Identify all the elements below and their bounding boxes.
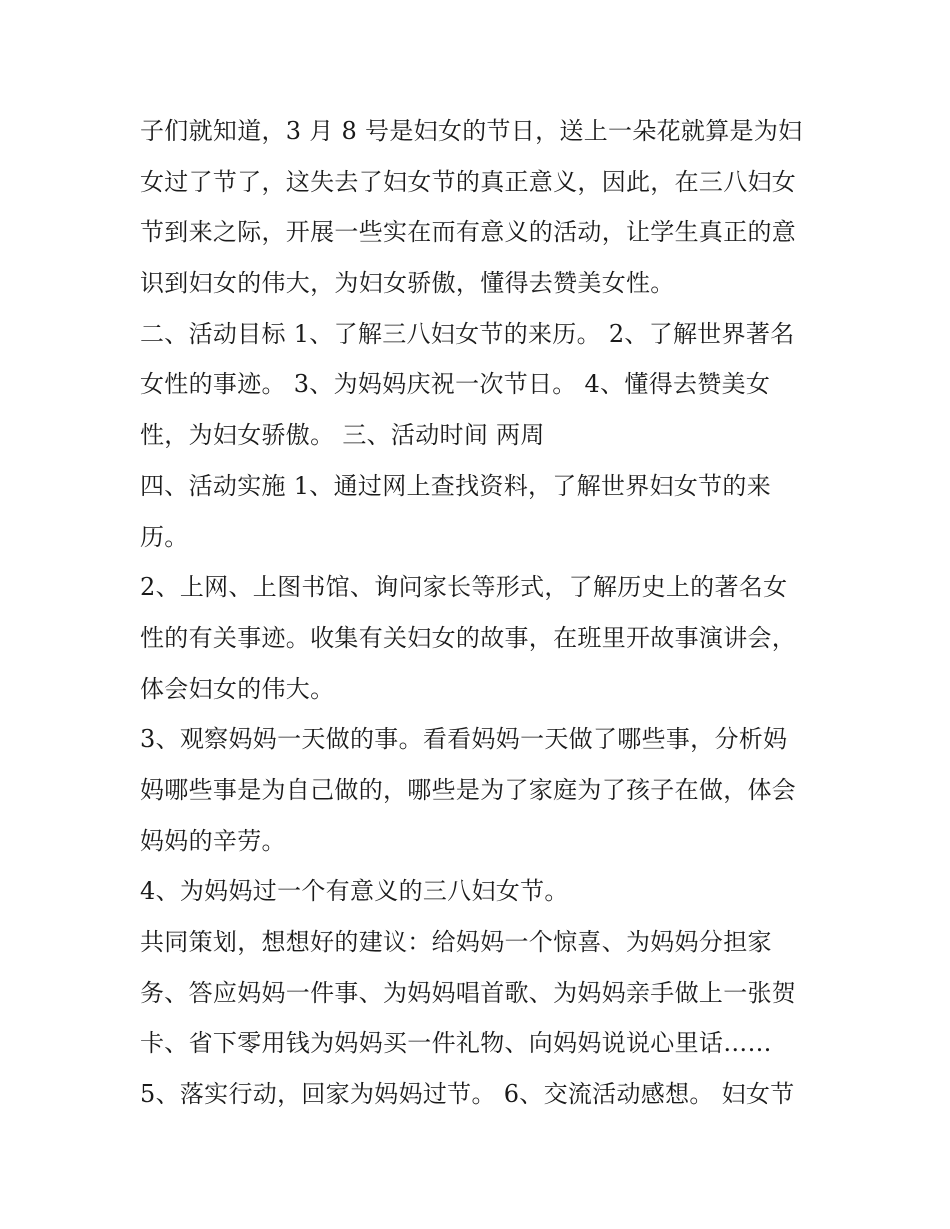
text-line: 性的有关事迹。收集有关妇女的故事，在班里开故事演讲会， (140, 623, 797, 652)
text-line: 2、上网、上图书馆、询问家长等形式，了解历史上的著名女 (140, 573, 788, 602)
text-line: 四、活动实施 1、通过网上查找资料，了解世界妇女节的来 (140, 471, 771, 500)
text-line: 性，为妇女骄傲。 三、活动时间 两周 (140, 421, 545, 450)
text-line: 共同策划，想想好的建议：给妈妈一个惊喜、为妈妈分担家 (140, 928, 772, 956)
text-line: 识到妇女的伟大，为妇女骄傲，懂得去赞美女性。 (140, 269, 675, 298)
text-line: 子们就知道，3 月 8 号是妇女的节日，送上一朵花就算是为妇 (140, 117, 803, 145)
text-line: 历。 (140, 522, 189, 551)
text-line: 女性的事迹。 3、为妈妈庆祝一次节日。 4、懂得去赞美女 (140, 370, 771, 399)
text-line: 二、活动目标 1、了解三八妇女节的来历。 2、了解世界著名 (140, 319, 795, 348)
text-line: 体会妇女的伟大。 (140, 674, 335, 703)
text-line: 务、答应妈妈一件事、为妈妈唱首歌、为妈妈亲手做上一张贺 (140, 978, 797, 1007)
text-line: 5、落实行动，回家为妈妈过节。 6、交流活动感想。 妇女节 (140, 1080, 795, 1109)
text-line: 4、为妈妈过一个有意义的三八妇女节。 (140, 877, 569, 906)
document-body (140, 106, 820, 1120)
text-line: 节到来之际，开展一些实在而有意义的活动，让学生真正的意 (140, 218, 797, 247)
text-line: 女过了节了，这失去了妇女节的真正意义，因此，在三八妇女 (140, 167, 797, 196)
text-line: 妈妈的辛劳。 (140, 826, 286, 855)
text-line: 3、观察妈妈一天做的事。看看妈妈一天做了哪些事，分析妈 (140, 725, 788, 754)
text-line: 卡、省下零用钱为妈妈买一件礼物、向妈妈说说心里话…… (140, 1029, 772, 1058)
text-line: 妈哪些事是为自己做的，哪些是为了家庭为了孩子在做，体会 (140, 775, 797, 804)
